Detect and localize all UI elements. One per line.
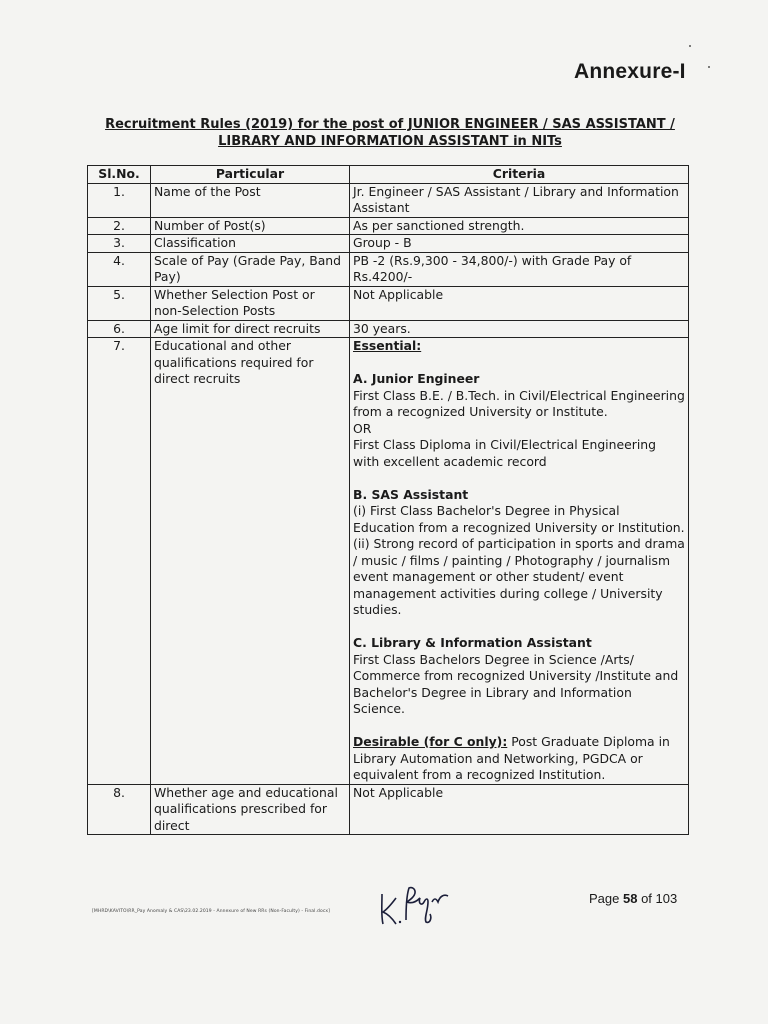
- or-separator: OR: [353, 420, 372, 436]
- junior-engineer-degree: First Class B.E. / B.Tech. in Civil/Electrical Engineering from a recognized University or Institute.: [353, 387, 685, 419]
- table-header-row: [88, 166, 689, 184]
- row-criteria: Jr. Engineer / SAS Assistant / Library and Information Assistant: [350, 183, 689, 217]
- document-file-path: [MHRD\KAVITO\RR_Pay Anomaly & CAS\23.02.2019 - Annexure of New RRs (Non-Faculty) - Final.docx]: [92, 909, 331, 914]
- row-slno: 4.: [88, 252, 151, 286]
- header-criteria: Criteria: [350, 166, 689, 184]
- scan-speck: [708, 66, 710, 68]
- page-number: Page 58 of 103: [589, 891, 678, 906]
- title-line-1: Recruitment Rules (2019) for the post of JUNIOR ENGINEER / SAS ASSISTANT /: [105, 117, 675, 132]
- row-criteria: PB -2 (Rs.9,300 - 34,800/-) with Grade Pay of Rs.4200/-: [350, 252, 689, 286]
- title-line-2: LIBRARY AND INFORMATION ASSISTANT in NITs: [218, 134, 562, 149]
- handwritten-signature: [376, 884, 456, 932]
- row-criteria: Not Applicable: [350, 784, 689, 835]
- row-particular: Name of the Post: [151, 183, 350, 217]
- row-particular: Whether Selection Post or non-Selection Posts: [151, 286, 350, 320]
- header-slno: Sl.No.: [88, 166, 151, 184]
- row-slno: 5.: [88, 286, 151, 320]
- row-particular: Scale of Pay (Grade Pay, Band Pay): [151, 252, 350, 286]
- table-row: [88, 320, 689, 338]
- row-slno: 1.: [88, 183, 151, 217]
- row-criteria: Group - B: [350, 235, 689, 253]
- row-slno: 7.: [88, 338, 151, 785]
- row-criteria: Not Applicable: [350, 286, 689, 320]
- sas-assistant-heading: B. SAS Assistant: [353, 486, 469, 502]
- row-particular: Whether age and educational qualifications prescribed for direct: [151, 784, 350, 835]
- table-row: [88, 252, 689, 286]
- row-slno: 6.: [88, 320, 151, 338]
- table-row: [88, 338, 689, 785]
- sas-assistant-req-1: (i) First Class Bachelor's Degree in Physical Education from a recognized University or Institution.: [353, 503, 685, 535]
- row-criteria: 30 years.: [350, 320, 689, 338]
- desirable-text: Post Graduate Diploma in Library Automation and Networking, PGDCA or equivalent from a recognized Institution.: [353, 734, 670, 782]
- row-criteria: As per sanctioned strength.: [350, 217, 689, 235]
- table-row: [88, 217, 689, 235]
- table-row: [88, 286, 689, 320]
- row-criteria-qualifications: [350, 338, 689, 785]
- table-row: [88, 183, 689, 217]
- desirable-label: Desirable (for C only):: [353, 734, 508, 749]
- table-row: [88, 235, 689, 253]
- row-particular: Age limit for direct recruits: [151, 320, 350, 338]
- annexure-heading: Annexure-I: [574, 60, 686, 83]
- sas-assistant-req-2: (ii) Strong record of participation in sports and drama / music / films / painting / Photography / journalism event management or other student/ event management activities during college / University studies.: [353, 536, 685, 617]
- row-slno: 3.: [88, 235, 151, 253]
- essential-label: Essential:: [353, 338, 422, 353]
- scan-speck: [689, 45, 691, 47]
- library-assistant-heading: C. Library & Information Assistant: [353, 635, 592, 650]
- row-slno: 2.: [88, 217, 151, 235]
- junior-engineer-heading: A. Junior Engineer: [353, 371, 480, 386]
- row-slno: 8.: [88, 784, 151, 835]
- row-particular: Classification: [151, 235, 350, 253]
- desirable-block: [353, 734, 685, 784]
- recruitment-rules-table: [87, 165, 689, 835]
- row-particular: Educational and other qualifications required for direct recruits: [151, 338, 350, 785]
- header-particular: Particular: [151, 166, 350, 184]
- document-title: [100, 116, 680, 150]
- junior-engineer-diploma: First Class Diploma in Civil/Electrical Engineering with excellent academic record: [353, 437, 656, 469]
- current-page: 58: [622, 891, 638, 906]
- table-row: [88, 784, 689, 835]
- library-assistant-req: First Class Bachelors Degree in Science /Arts/ Commerce from recognized University /Institute and Bachelor's Degree in Library and Information Science.: [353, 651, 679, 716]
- row-particular: Number of Post(s): [151, 217, 350, 235]
